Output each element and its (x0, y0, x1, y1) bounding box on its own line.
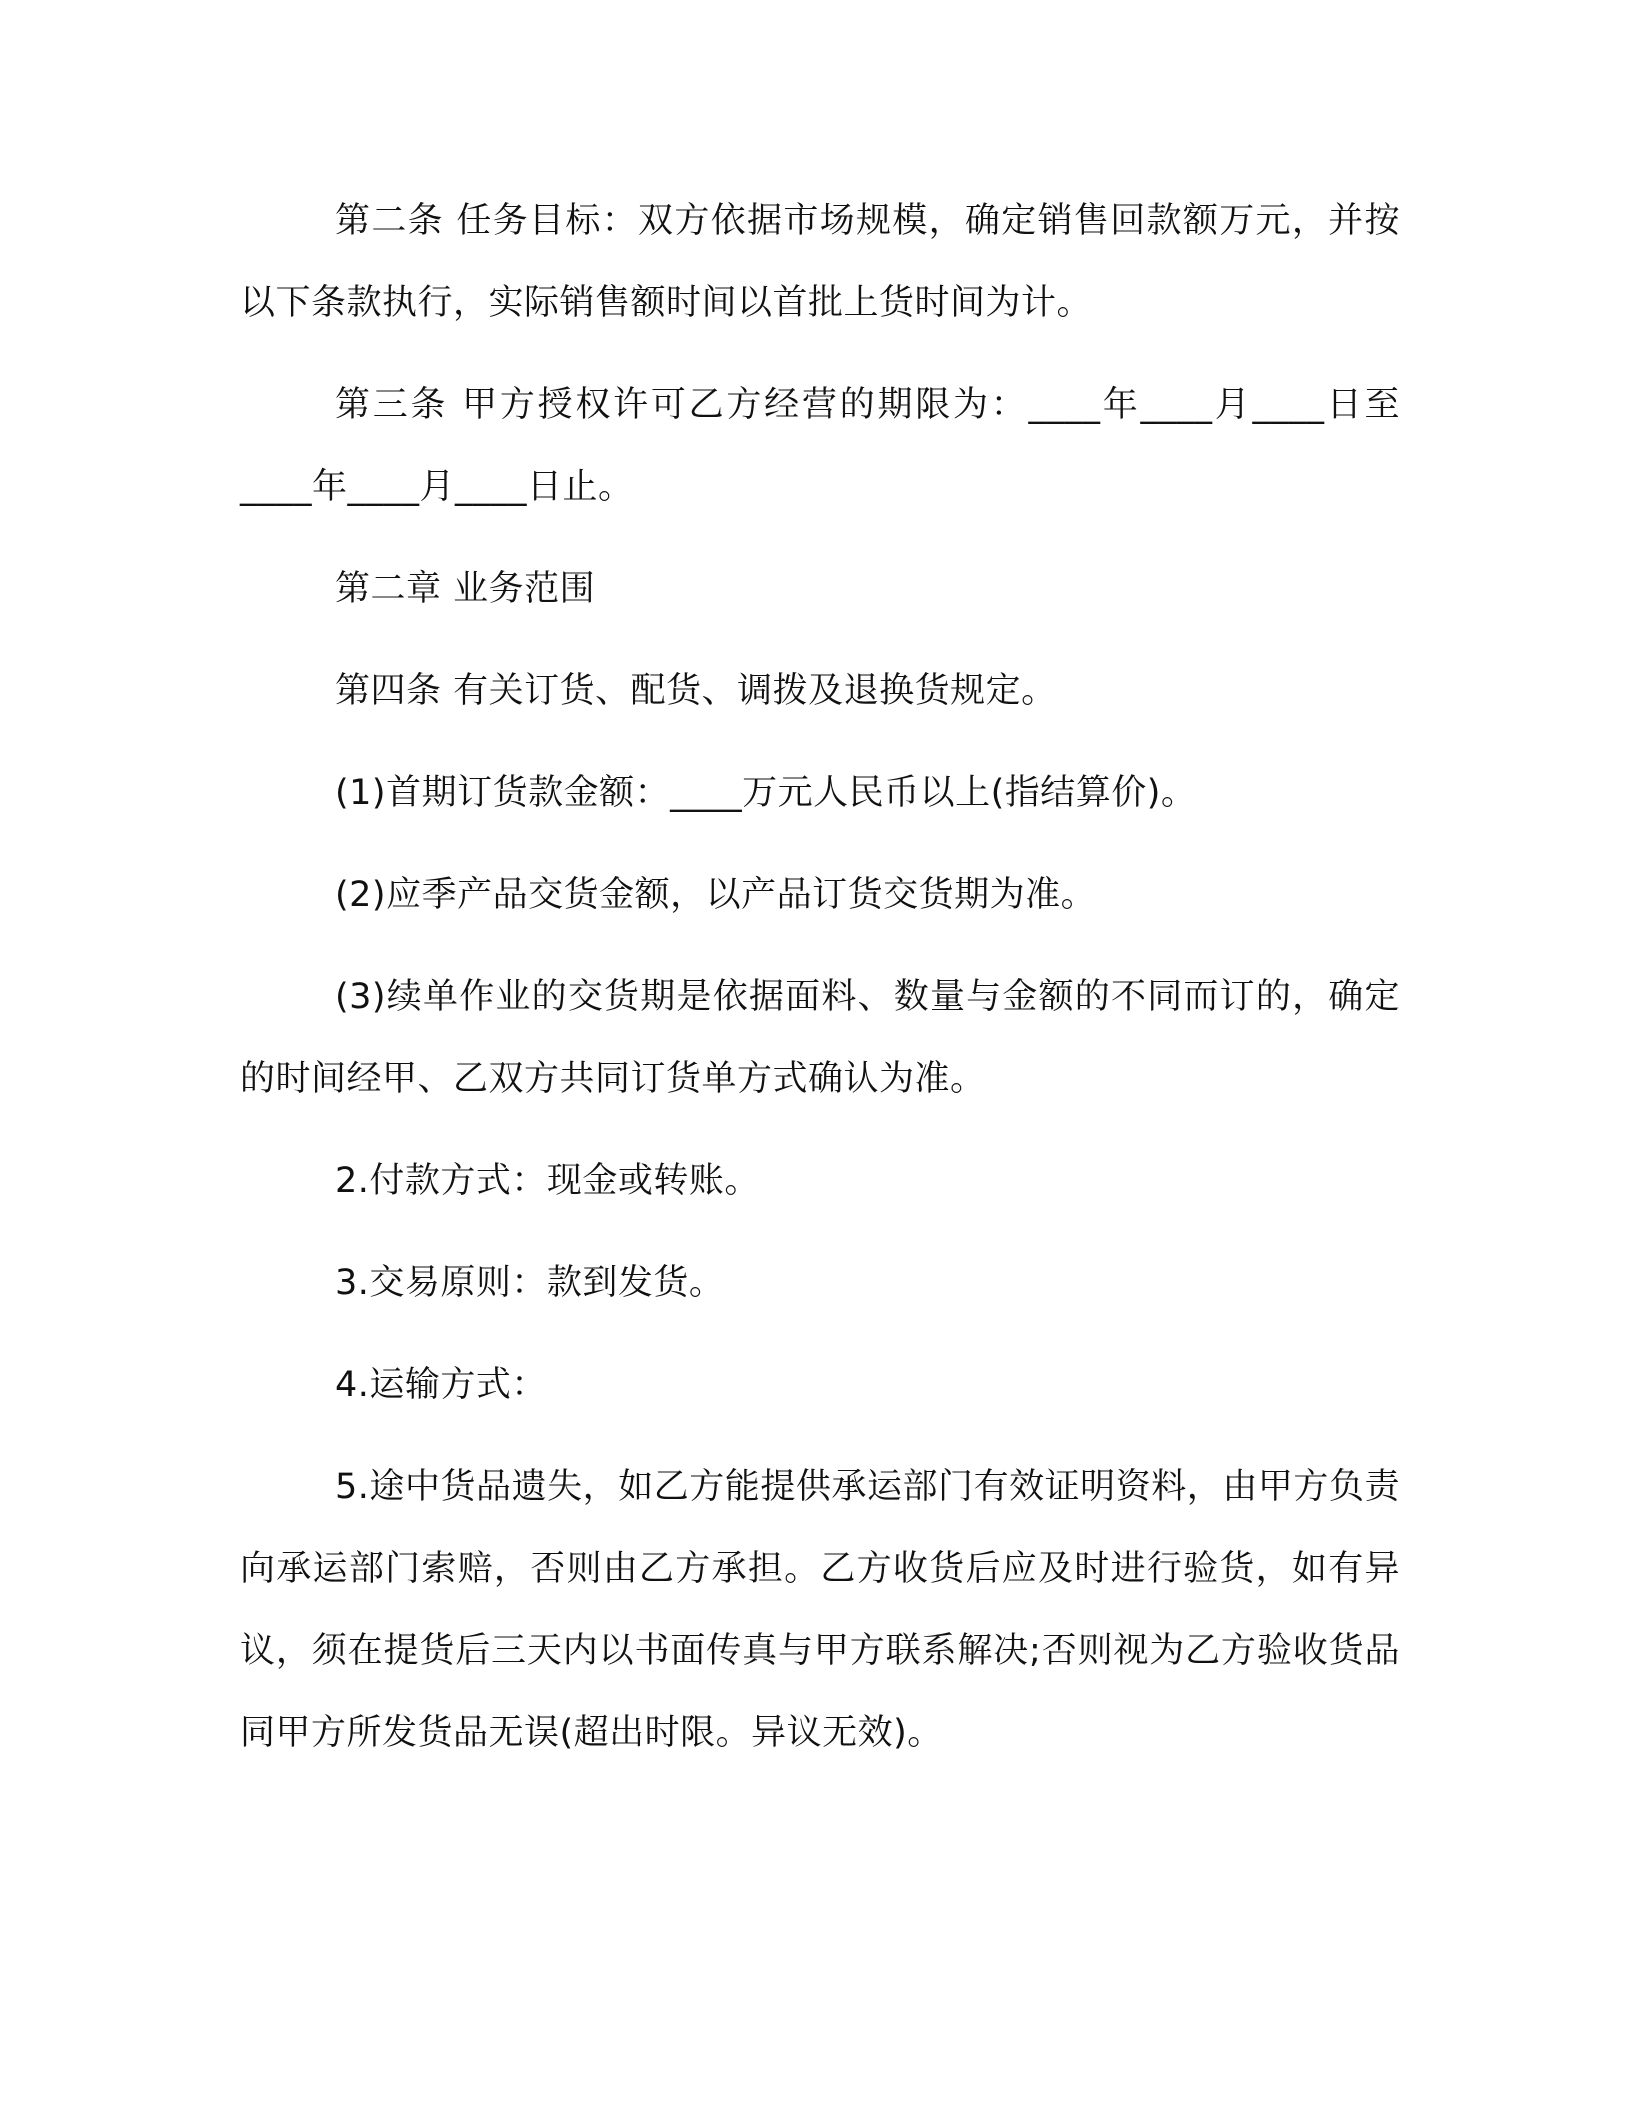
clause-3-reorder-delivery: (3)续单作业的交货期是依据面料、数量与金额的不同而订的，确定的时间经甲、乙双方共同订货单方式确认为准。 (240, 977, 1400, 1099)
article-2-task-target: 第二条 任务目标：双方依据市场规模，确定销售回款额万元，并按以下条款执行，实际销售额时间以首批上货时间为计。 (240, 201, 1400, 323)
article-4-ordering-rules: 第四条 有关订货、配货、调拨及退换货规定。 (335, 671, 1057, 711)
clause-2-seasonal-delivery: (2)应季产品交货金额，以产品订货交货期为准。 (335, 875, 1097, 915)
item-4-transport-method: 4.运输方式： (335, 1365, 547, 1405)
article-3-authorization-period: 第三条 甲方授权许可乙方经营的期限为：____年____月____日至____年____月____日止。 (240, 385, 1400, 507)
item-2-payment-method: 2.付款方式：现金或转账。 (335, 1161, 760, 1201)
document-body (240, 180, 1400, 1794)
item-5-lost-goods-inspection: 5.途中货品遗失，如乙方能提供承运部门有效证明资料，由甲方负责向承运部门索赔，否则由乙方承担。乙方收货后应及时进行验货，如有异议，须在提货后三天内以书面传真与甲方联系解决;否则视为乙方验收货品同甲方所发货品无误(超出时限。异议无效)。 (240, 1467, 1400, 1753)
chapter-2-heading: 第二章 业务范围 (335, 569, 596, 609)
clause-1-initial-order-amount: (1)首期订货款金额：____万元人民币以上(指结算价)。 (335, 773, 1197, 813)
item-3-trade-principle: 3.交易原则：款到发货。 (335, 1263, 725, 1303)
